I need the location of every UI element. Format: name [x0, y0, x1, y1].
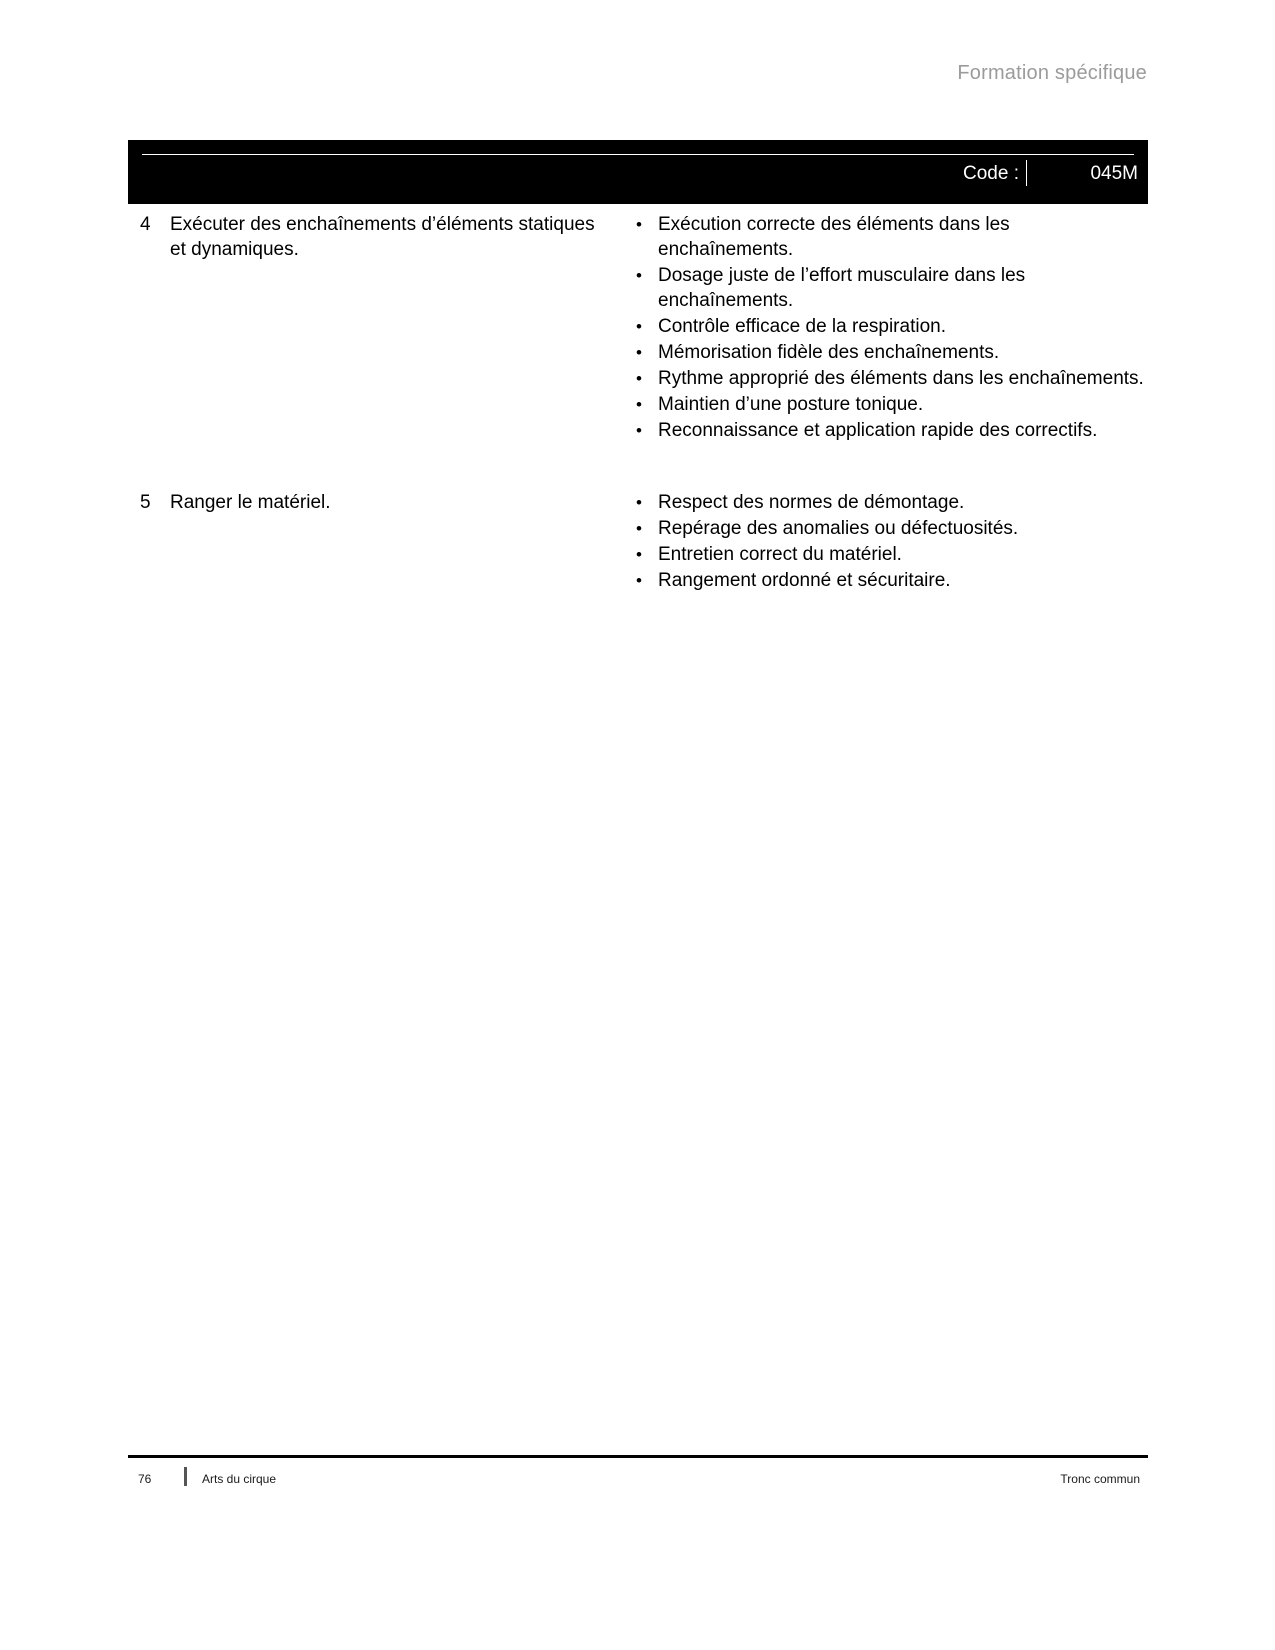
- page-header-title: Formation spécifique: [957, 62, 1147, 84]
- bullet-icon: •: [636, 395, 642, 414]
- competency-table: [128, 212, 1148, 616]
- criterion-text: Entretien correct du matériel.: [658, 544, 902, 565]
- competency-number: 5: [140, 492, 151, 513]
- bullet-icon: •: [636, 545, 642, 564]
- criterion-text: Dosage juste de l’effort musculaire dans les enchaînements.: [658, 265, 1026, 311]
- list-item: [630, 392, 1148, 417]
- list-item: [630, 542, 1148, 567]
- criterion-text: Rangement ordonné et sécuritaire.: [658, 570, 951, 591]
- criteria-cell: [608, 490, 1148, 594]
- criteria-cell: [608, 212, 1148, 444]
- competency-number: 4: [140, 214, 151, 235]
- criterion-text: Mémorisation fidèle des enchaînements.: [658, 342, 1000, 363]
- criteria-list: [630, 490, 1148, 593]
- criterion-text: Contrôle efficace de la respiration.: [658, 316, 946, 337]
- competency-cell: [128, 212, 608, 262]
- criterion-text: Reconnaissance et application rapide des correctifs.: [658, 420, 1098, 441]
- list-item: [630, 418, 1148, 443]
- competency-text: Exécuter des enchaînements d’éléments statiques et dynamiques.: [170, 214, 595, 260]
- list-item: [630, 568, 1148, 593]
- criterion-text: Respect des normes de démontage.: [658, 492, 965, 513]
- list-item: [630, 212, 1148, 262]
- bullet-icon: •: [636, 571, 642, 590]
- list-item: [630, 314, 1148, 339]
- table-row: [128, 212, 1148, 444]
- code-label: Code :: [963, 163, 1019, 184]
- code-value: 045M: [1090, 163, 1138, 184]
- footer-page-number: 76: [138, 1472, 152, 1486]
- footer-divider: [128, 1455, 1148, 1458]
- code-bar: [128, 140, 1148, 204]
- competency-cell: [128, 490, 608, 515]
- bullet-icon: •: [636, 266, 642, 285]
- page-footer: [128, 1464, 1148, 1494]
- footer-right-label: Tronc commun: [1060, 1472, 1140, 1486]
- list-item: [630, 490, 1148, 515]
- bullet-icon: •: [636, 215, 642, 234]
- code-bar-rule: [142, 154, 1134, 155]
- bullet-icon: •: [636, 317, 642, 336]
- bullet-icon: •: [636, 343, 642, 362]
- list-item: [630, 263, 1148, 313]
- criteria-list: [630, 212, 1148, 443]
- list-item: [630, 340, 1148, 365]
- bullet-icon: •: [636, 421, 642, 440]
- footer-separator: [184, 1467, 187, 1486]
- list-item: [630, 366, 1148, 391]
- list-item: [630, 516, 1148, 541]
- bullet-icon: •: [636, 369, 642, 388]
- table-row: [128, 490, 1148, 594]
- footer-program-name: Arts du cirque: [202, 1472, 277, 1486]
- competency-text: Ranger le matériel.: [170, 492, 331, 513]
- bullet-icon: •: [636, 519, 642, 538]
- criterion-text: Repérage des anomalies ou défectuosités.: [658, 518, 1019, 539]
- criterion-text: Exécution correcte des éléments dans les enchaînements.: [658, 214, 1010, 260]
- criterion-text: Rythme approprié des éléments dans les enchaînements.: [658, 368, 1144, 389]
- code-bar-divider: [1026, 160, 1027, 186]
- bullet-icon: •: [636, 493, 642, 512]
- criterion-text: Maintien d’une posture tonique.: [658, 394, 924, 415]
